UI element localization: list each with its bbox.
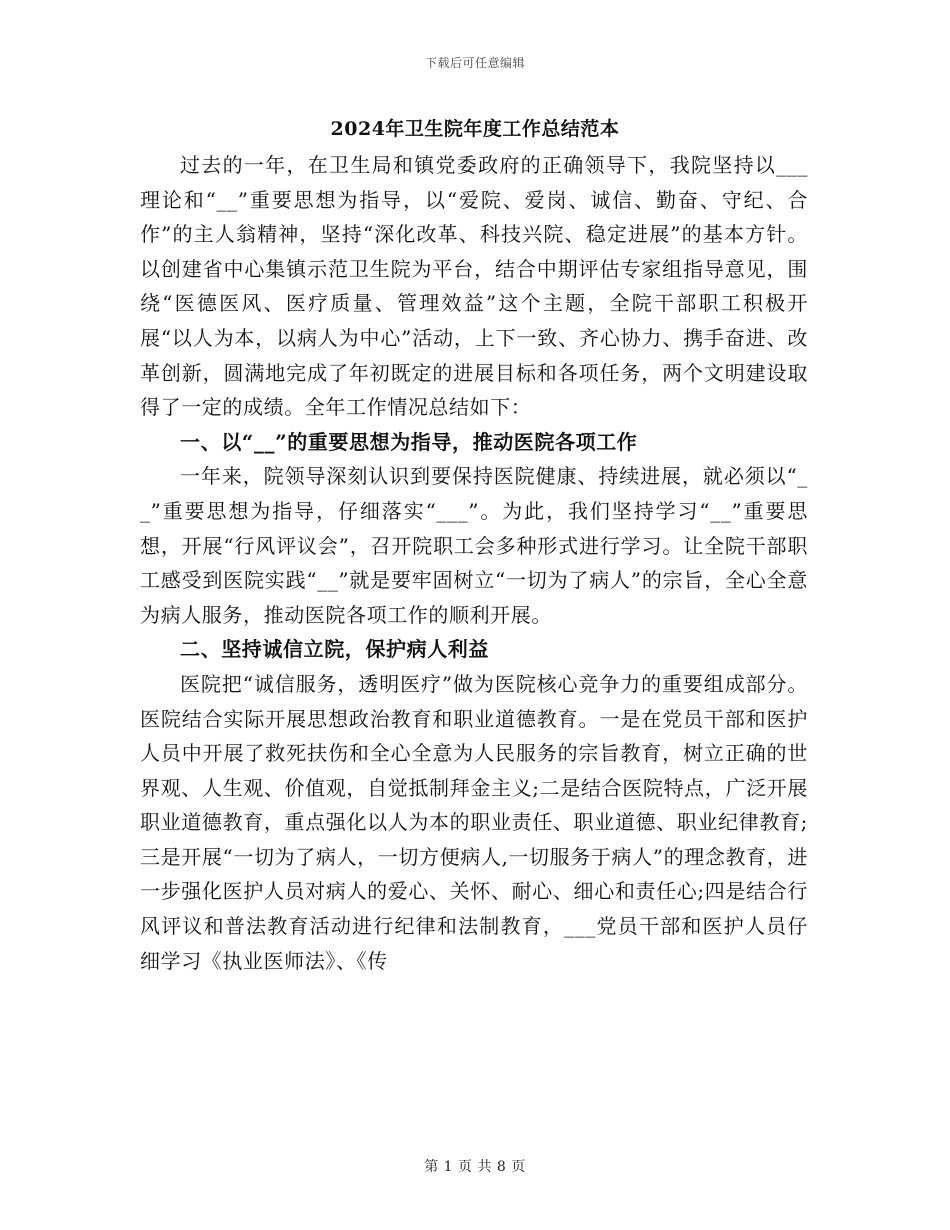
section-2-paragraph: 医院把“诚信服务，透明医疗”做为医院核心竞争力的重要组成部分。医院结合实际开展思想政治教育和职业道德教育。一是在党员干部和医护人员中开展了救死扶伤和全心全意为人民服务的宗旨教育，树立正确的世界观、人生观、价值观，自觉抵制拜金主义;二是结合医院特点，广泛开展职业道德教育，重点强化以人为本的职业责任、职业道德、职业纪律教育;三是开展“一切为了病人，一切方便病人,一切服务于病人”的理念教育，进一步强化医护人员对病人的爱心、关怀、耐心、细心和责任心;四是结合行风评议和普法教育活动进行纪律和法制教育，___党员干部和医护人员仔细学习《执业医师法》、《传 [140,671,808,973]
header-note: 下载后可任意编辑 [424,56,525,70]
document-title: 2024年卫生院年度工作总结范本 [330,118,620,140]
document-body [140,148,808,978]
section-heading-2: 二、坚持诚信立院，保护病人利益 [180,637,489,662]
page-number: 第 1 页 共 8 页 [424,1159,526,1175]
intro-paragraph: 过去的一年，在卫生局和镇党委政府的正确领导下，我院坚持以___理论和“__”重要思想为指导，以“爱院、爱岗、诚信、勤奋、守纪、合作”的主人翁精神，坚持“深化改革、科技兴院、稳定进展”的基本方针。以创建省中心集镇示范卫生院为平台，结合中期评估专家组指导意见，围绕“医德医风、医疗质量、管理效益”这个主题，全院干部职工积极开展“以人为本，以病人为中心”活动，上下一致、齐心协力、携手奋进、改革创新，圆满地完成了年初既定的进展目标和各项任务，两个文明建设取得了一定的成绩。全年工作情况总结如下： [140,153,808,420]
section-1-paragraph: 一年来，院领导深刻认识到要保持医院健康、持续进展，就必须以“__”重要思想为指导，仔细落实“___”。为此，我们坚持学习“__”重要思想，开展“行风评议会”，召开院职工会多种形式进行学习。让全院干部职工感受到医院实践“__”就是要牢固树立“一切为了病人”的宗旨，全心全意为病人服务，推动医院各项工作的顺利开展。 [140,464,808,627]
section-heading-1: 一、以“__”的重要思想为指导，推动医院各项工作 [180,429,638,454]
